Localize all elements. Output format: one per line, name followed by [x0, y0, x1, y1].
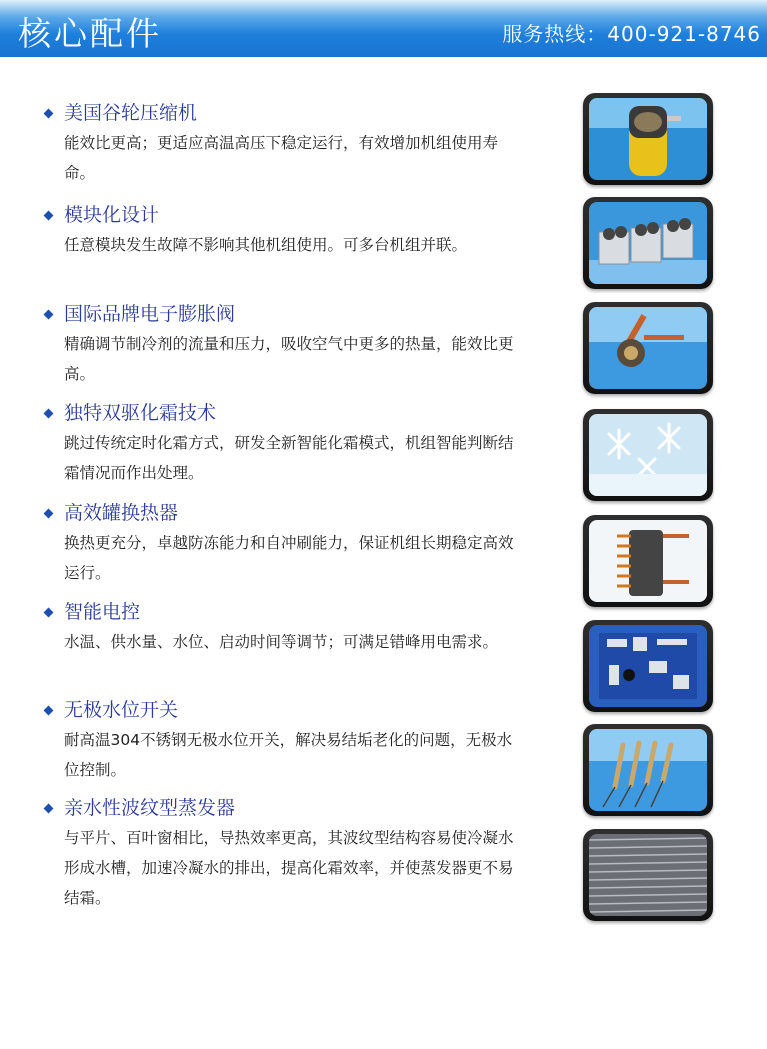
diamond-bullet-icon: [44, 803, 54, 813]
feature-modular: [42, 203, 542, 260]
page-header: [0, 0, 767, 57]
tank-heat-exchanger-image: [583, 515, 713, 607]
feature-defrost: [42, 401, 542, 488]
feature-description: 换热更充分，卓越防冻能力和自冲刷能力，保证机组长期稳定高效运行。: [64, 534, 514, 582]
diamond-bullet-icon: [44, 309, 54, 319]
modular-units-image: [583, 197, 713, 289]
compressor-image: [583, 93, 713, 185]
diamond-bullet-icon: [44, 508, 54, 518]
evaporator-fins-image: [583, 829, 713, 921]
feature-expansion-valve: [42, 302, 542, 389]
feature-tank-exchanger: [42, 501, 542, 588]
feature-smart-control: [42, 600, 542, 657]
water-level-sensor-image: [583, 724, 713, 816]
feature-compressor: [42, 101, 542, 188]
feature-description: 与平片、百叶窗相比，导热效率更高，其波纹型结构容易使冷凝水形成水槽，加速冷凝水的排出，提高化霜效率，并使蒸发器更不易结霜。: [64, 829, 514, 907]
feature-title: 模块化设计: [64, 204, 160, 226]
service-hotline: 服务热线：400-921-8746: [502, 22, 761, 46]
feature-title: 美国谷轮压缩机: [64, 102, 198, 124]
diamond-bullet-icon: [44, 108, 54, 118]
feature-description: 精确调节制冷剂的流量和压力，吸收空气中更多的热量，能效比更高。: [64, 335, 514, 383]
expansion-valve-image: [583, 302, 713, 394]
snowflake-frost-image: [583, 409, 713, 501]
feature-description: 能效比更高；更适应高温高压下稳定运行，有效增加机组使用寿命。: [64, 134, 499, 182]
diamond-bullet-icon: [44, 408, 54, 418]
page-title: 核心配件: [18, 14, 162, 53]
diamond-bullet-icon: [44, 705, 54, 715]
feature-title: 独特双驱化霜技术: [64, 402, 217, 424]
diamond-bullet-icon: [44, 210, 54, 220]
diamond-bullet-icon: [44, 607, 54, 617]
feature-description: 耐高温304不锈钢无极水位开关，解决易结垢老化的问题，无极水位控制。: [64, 731, 513, 779]
feature-description: 水温、供水量、水位、启动时间等调节；可满足错峰用电需求。: [64, 633, 499, 651]
feature-water-level-switch: [42, 698, 542, 785]
control-board-image: [583, 620, 713, 712]
feature-title: 国际品牌电子膨胀阀: [64, 303, 236, 325]
feature-title: 智能电控: [64, 601, 141, 623]
feature-description: 跳过传统定时化霜方式，研发全新智能化霜模式，机组智能判断结霜情况而作出处理。: [64, 434, 514, 482]
feature-title: 亲水性波纹型蒸发器: [64, 797, 236, 819]
feature-title: 高效罐换热器: [64, 502, 179, 524]
feature-title: 无极水位开关: [64, 699, 179, 721]
feature-description: 任意模块发生故障不影响其他机组使用。可多台机组并联。: [64, 236, 468, 254]
feature-evaporator: [42, 796, 542, 913]
